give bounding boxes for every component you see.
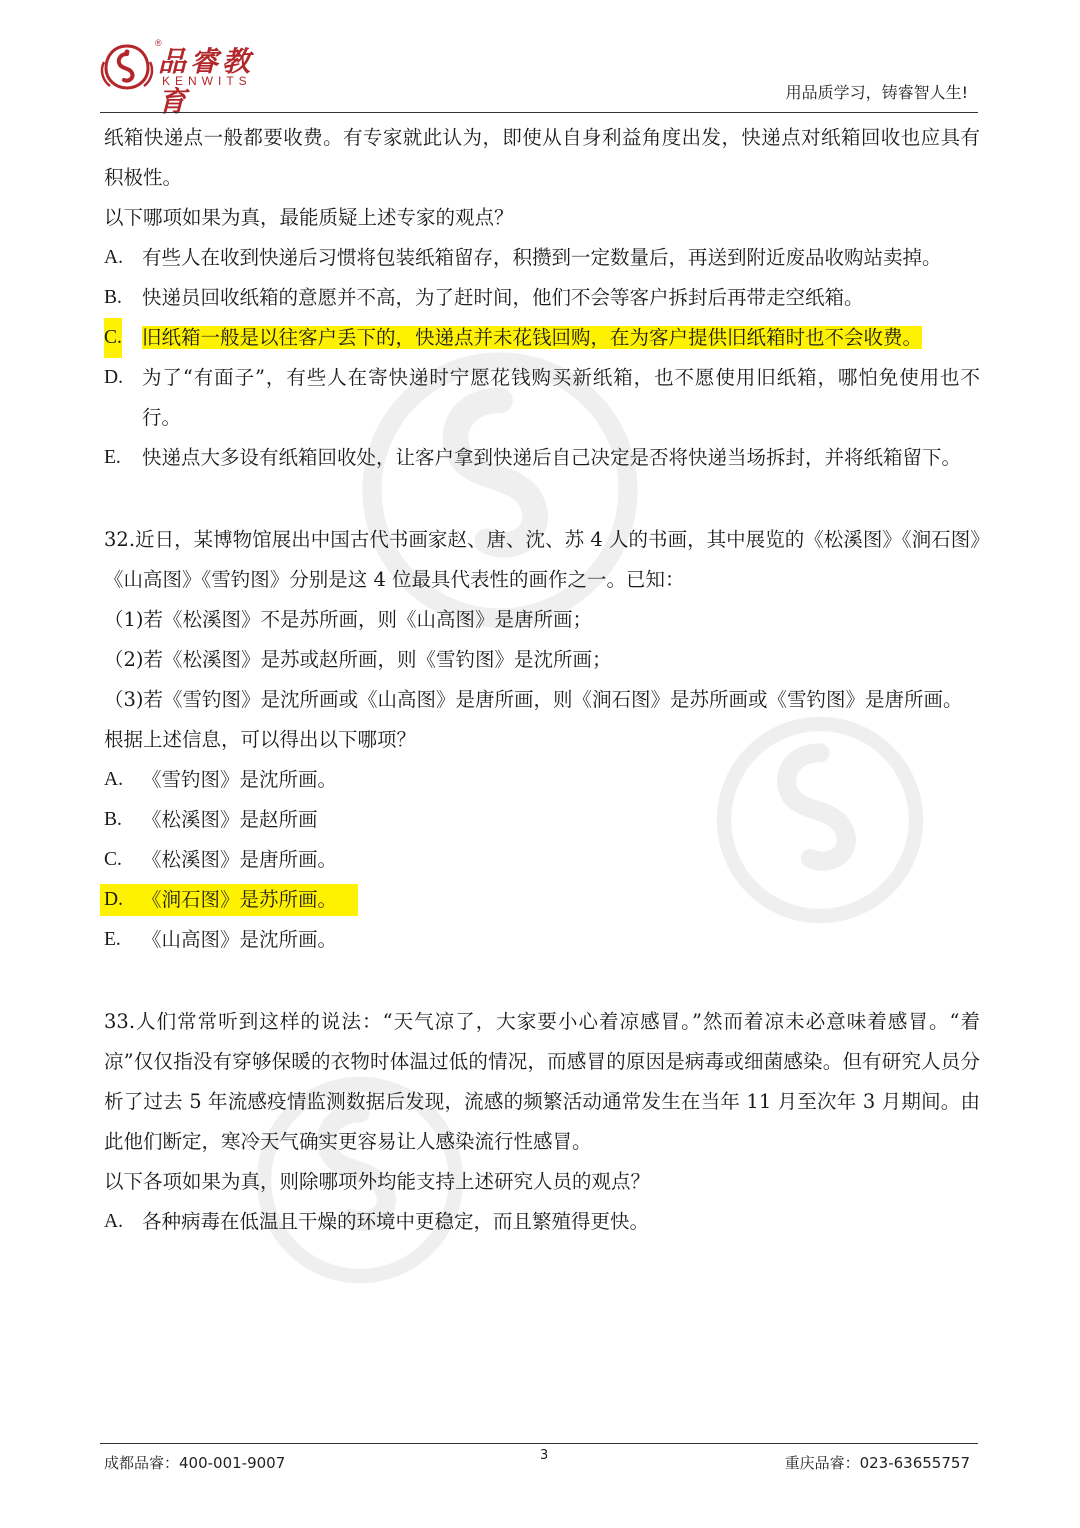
q32-condition-2: （2)若《松溪图》是苏或赵所画，则《雪钓图》是沈所画； <box>104 648 612 671</box>
registered-mark: ® <box>155 38 162 48</box>
option-text: 《涧石图》是苏所画。 <box>142 888 338 911</box>
footer-divider <box>100 1443 978 1444</box>
header-divider <box>100 112 978 113</box>
option-letter: A. <box>104 1211 123 1232</box>
q31-option-d <box>104 358 980 438</box>
option-text: 有些人在收到快递后习惯将包装纸箱留存，积攒到一定数量后，再送到附近废品收购站卖掉。 <box>142 246 942 269</box>
q32-condition-1: （1)若《松溪图》不是苏所画，则《山高图》是唐所画； <box>104 608 593 631</box>
footer-chongqing-contact: 重庆品睿：023-63655757 <box>784 1454 970 1472</box>
option-letter: B. <box>104 809 122 830</box>
q33-option-a <box>104 1202 980 1242</box>
option-letter: E. <box>104 447 121 468</box>
q31-option-e <box>104 438 980 478</box>
q32-option-c <box>104 840 980 880</box>
q31-stem: 纸箱快递点一般都要收费。有专家就此认为，即使从自身利益角度出发，快递点对纸箱回收也应具有积极性。 <box>104 126 980 189</box>
option-text: 《松溪图》是唐所画。 <box>142 848 338 871</box>
option-letter: E. <box>104 929 121 950</box>
option-text: 快递员回收纸箱的意愿并不高，为了赶时间，他们不会等客户拆封后再带走空纸箱。 <box>142 286 864 309</box>
option-letter: D. <box>104 367 123 388</box>
q32-option-d-highlighted <box>104 880 980 920</box>
option-text: 《松溪图》是赵所画 <box>142 808 318 831</box>
q32-option-a <box>104 760 980 800</box>
option-text: 快递点大多设有纸箱回收处，让客户拿到快递后自己决定是否将快递当场拆封，并将纸箱留下。 <box>142 446 962 469</box>
option-text: 旧纸箱一般是以往客户丢下的，快递点并未花钱回购，在为客户提供旧纸箱时也不会收费。 <box>142 326 923 349</box>
q31-option-a <box>104 238 980 278</box>
q33-stem: 33.人们常常听到这样的说法：“天气凉了，大家要小心着凉感冒。”然而着凉未必意味着感冒。“着凉”仅仅指没有穿够保暖的衣物时体温过低的情况，而感冒的原因是病毒或细菌感染。但有研究人员分析了过去 5 年流感疫情监测数据后发现，流感的频繁活动通常发生在当年 11 月至次年 3 月期间。由此他们断定，寒冷天气确实更容易让人感染流行性感冒。 <box>104 1010 980 1153</box>
footer-chengdu-contact: 成都品睿：400-001-9007 <box>104 1454 286 1472</box>
logo-text-english: KENWITS <box>162 74 252 88</box>
logo-text-chinese: 品睿教育 <box>158 45 255 118</box>
q31-option-c-highlighted <box>104 318 980 358</box>
kenwits-logo <box>100 38 270 118</box>
page-number: 3 <box>540 1448 549 1463</box>
option-text: 《雪钓图》是沈所画。 <box>142 768 338 791</box>
option-letter: C. <box>104 849 122 870</box>
option-letter: A. <box>104 769 123 790</box>
q32-question: 根据上述信息，可以得出以下哪项？ <box>104 728 417 751</box>
option-text: 《山高图》是沈所画。 <box>142 928 338 951</box>
logo-emblem-icon <box>100 42 154 92</box>
q32-condition-3: （3)若《雪钓图》是沈所画或《山高图》是唐所画，则《涧石图》是苏所画或《雪钓图》是唐所画。 <box>104 688 963 711</box>
q31-question: 以下哪项如果为真，最能质疑上述专家的观点？ <box>104 206 514 229</box>
q32-stem: 32.近日，某博物馆展出中国古代书画家赵、唐、沈、苏 4 人的书画，其中展览的《松溪图》《涧石图》《山高图》《雪钓图》分别是这 4 位最具代表性的画作之一。已知： <box>104 528 980 591</box>
q33-question: 以下各项如果为真，则除哪项外均能支持上述研究人员的观点？ <box>104 1170 651 1193</box>
q32-option-e <box>104 920 980 960</box>
page-header <box>0 0 1080 116</box>
option-letter: D. <box>104 889 123 910</box>
option-letter: A. <box>104 247 123 268</box>
option-text: 各种病毒在低温且干燥的环境中更稳定，而且繁殖得更快。 <box>142 1210 650 1233</box>
option-text: 为了“有面子”，有些人在寄快递时宁愿花钱购买新纸箱，也不愿使用旧纸箱，哪怕免使用也不行。 <box>142 366 980 429</box>
option-letter: C. <box>104 318 122 358</box>
q31-option-b <box>104 278 980 318</box>
header-slogan: 用品质学习，铸睿智人生! <box>785 83 968 102</box>
q32-option-b <box>104 800 980 840</box>
page-content <box>104 118 980 1242</box>
option-letter: B. <box>104 287 122 308</box>
